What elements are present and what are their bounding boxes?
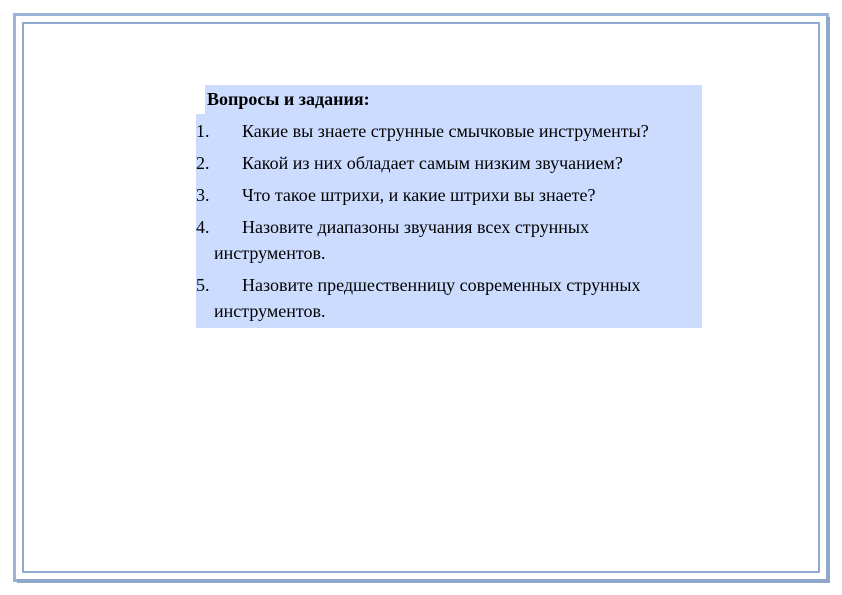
item-text: Что такое штрихи, и какие штрихи вы знаете? [242, 185, 596, 205]
item-text: Назовите диапазоны звучания всех струнных инструментов. [214, 217, 590, 263]
item-text: Назовите предшественницу современных струнных инструментов. [214, 275, 641, 321]
item-text: Какой из них обладает самым низким звучанием? [242, 153, 623, 173]
item-number: 1. [196, 121, 210, 141]
frame-shadow-bottom [17, 579, 830, 583]
item-number: 5. [196, 275, 210, 295]
questions-list [196, 114, 702, 328]
questions-block [196, 85, 702, 328]
list-item [196, 118, 702, 144]
list-item [196, 214, 702, 266]
frame-shadow-right [826, 17, 830, 582]
item-number: 4. [196, 217, 210, 237]
list-item [196, 182, 702, 208]
questions-title: Вопросы и задания: [205, 85, 702, 114]
item-number: 2. [196, 153, 210, 173]
item-text: Какие вы знаете струнные смычковые инструменты? [242, 121, 649, 141]
list-item [196, 272, 702, 324]
list-item [196, 150, 702, 176]
item-number: 3. [196, 185, 210, 205]
